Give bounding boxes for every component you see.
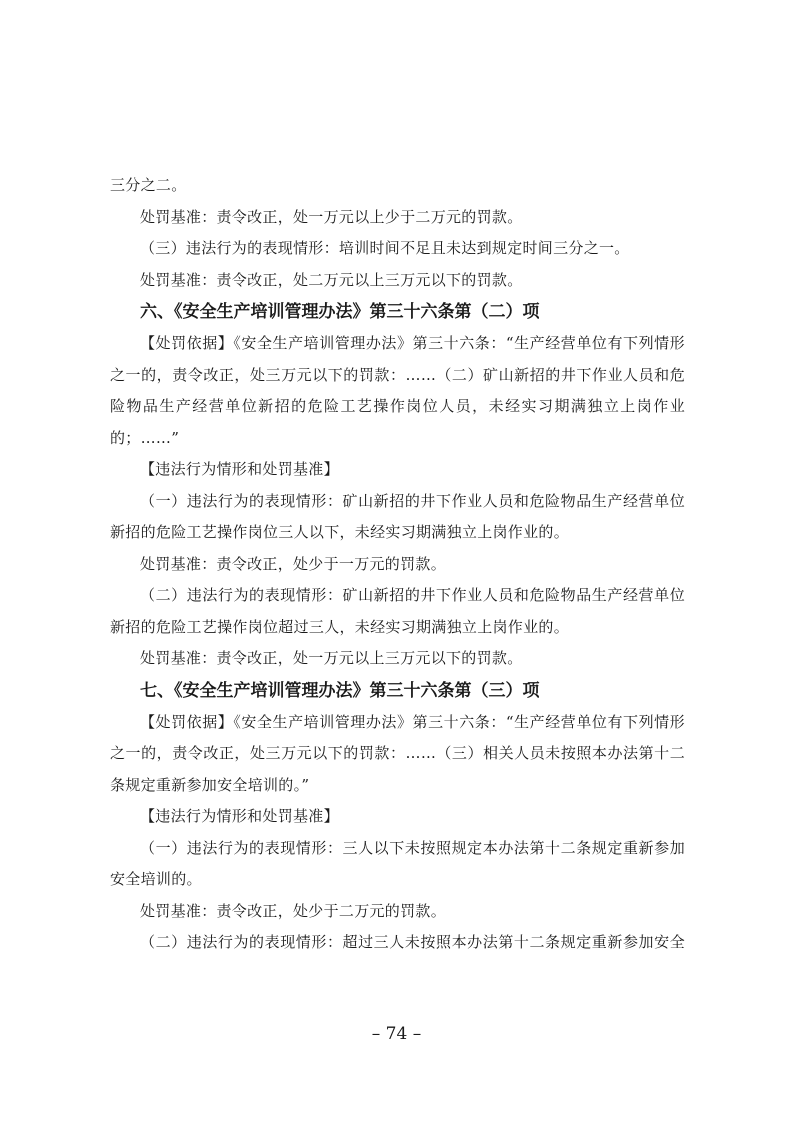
paragraph-line: 之一的，责令改正，处三万元以下的罚款：……（三）相关人员未按照本办法第十二	[110, 744, 685, 762]
legal-basis: 【处罚依据】《安全生产培训管理办法》第三十六条：“生产经营单位有下列情形	[140, 334, 685, 352]
legal-basis: 【处罚依据】《安全生产培训管理办法》第三十六条：“生产经营单位有下列情形	[140, 712, 685, 731]
violation-case: （一）违法行为的表现情形：三人以下未按照规定本办法第十二条规定重新参加	[140, 838, 685, 857]
paragraph-line: 条规定重新参加安全培训的。”	[110, 775, 310, 794]
penalty-standard: 处罚基准：责令改正，处一万元以上少于二万元的罚款。	[140, 207, 523, 226]
page-body	[110, 170, 685, 959]
section-heading-seven: 七、《安全生产培训管理办法》第三十六条第（三）项	[140, 680, 540, 701]
subsection-label: 【违法行为情形和处罚基准】	[140, 807, 339, 825]
paragraph-line: 险物品生产经营单位新招的危险工艺操作岗位人员，未经实习期满独立上岗作业	[110, 397, 685, 415]
paragraph-line: 三分之二。	[110, 176, 187, 194]
subsection-label: 【违法行为情形和处罚基准】	[140, 460, 339, 478]
paragraph-line: 新招的危险工艺操作岗位超过三人，未经实习期满独立上岗作业的。	[110, 617, 570, 636]
violation-case: （一）违法行为的表现情形：矿山新招的井下作业人员和危险物品生产经营单位	[140, 491, 685, 510]
penalty-standard: 处罚基准：责令改正，处少于二万元的罚款。	[140, 901, 447, 920]
penalty-standard: 处罚基准：责令改正，处少于一万元的罚款。	[140, 554, 447, 573]
page-number: – 74 –	[371, 1024, 422, 1044]
paragraph-line: 的；……”	[110, 428, 180, 447]
paragraph-line: 安全培训的。	[110, 870, 202, 888]
violation-case: （二）违法行为的表现情形：超过三人未按照本办法第十二条规定重新参加安全	[140, 933, 685, 951]
section-heading-six: 六、《安全生产培训管理办法》第三十六条第（二）项	[140, 302, 540, 322]
penalty-standard: 处罚基准：责令改正，处一万元以上三万元以下的罚款。	[140, 649, 523, 667]
paragraph-line: 之一的，责令改正，处三万元以下的罚款：……（二）矿山新招的井下作业人员和危	[110, 365, 685, 384]
violation-case: （二）违法行为的表现情形：矿山新招的井下作业人员和危险物品生产经营单位	[140, 586, 685, 604]
paragraph-line: 新招的危险工艺操作岗位三人以下，未经实习期满独立上岗作业的。	[110, 523, 570, 541]
penalty-standard: 处罚基准：责令改正，处二万元以上三万元以下的罚款。	[140, 270, 523, 289]
violation-case: （三）违法行为的表现情形：培训时间不足且未达到规定时间三分之一。	[140, 239, 630, 257]
